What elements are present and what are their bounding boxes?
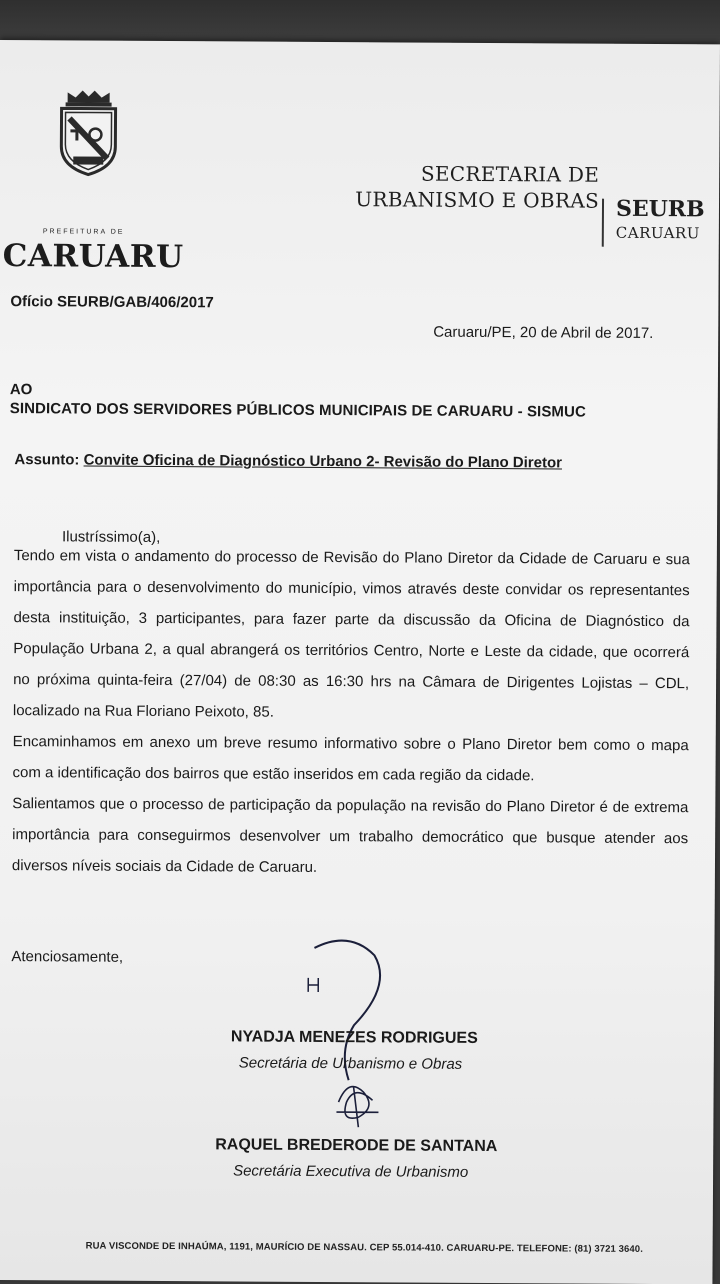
letter-page xyxy=(0,40,720,1284)
closing: Atenciosamente, xyxy=(11,948,124,966)
header-divider xyxy=(602,199,604,247)
seurb-city: CARUARU xyxy=(615,223,700,243)
signatory-2-title: Secretária Executiva de Urbanismo xyxy=(233,1162,469,1181)
city-crest-icon xyxy=(53,88,124,178)
body-paragraph-1: Tendo em vista o andamento do processo de Revisão do Plano Diretor da Cidade de Caruaru e sua importância para o desenvolvimento do município, vimos através deste convidar os representantes desta instituição, 3 participantes, para fazer parte da discussão da Oficina de Diagnóstico da População Urbana 2, a qual abrangerá os territórios Centro, Norte e Leste da cidade, que ocorrerá no próxima quinta-feira (27/04) de 08:30 as 16:30 hrs na Câmara de Dirigentes Lojistas – CDL, localizado na Rua Floriano Peixoto, 85. xyxy=(12,547,690,721)
body-paragraph-2: Encaminhamos em anexo um breve resumo informativo sobre o Plano Diretor bem como o mapa com a identificação dos bairros que estão inseridos em cada região da cidade. xyxy=(12,733,689,785)
body-paragraph-3: Salientamos que o processo de participação da população na revisão do Plano Diretor é de extrema importância para conseguirmos desenvolver um trabalho democrático que busque atender aos diversos níveis sociais da Cidade de Caruaru. xyxy=(11,795,689,876)
prefeitura-logo xyxy=(2,88,184,276)
salutation: Ilustríssimo(a), xyxy=(61,528,161,546)
letter-reference: Ofício SEURB/GAB/406/2017 xyxy=(10,293,214,312)
signature-2-icon xyxy=(328,1072,388,1132)
subject-label: Assunto: xyxy=(14,451,80,469)
logo-city-name: CARUARU xyxy=(2,238,184,276)
seurb-acronym: SEURB xyxy=(615,195,705,223)
footer-address: RUA VISCONDE DE INHAÚMA, 1191, MAURÍCIO DE NASSAU. CEP 55.014-410. CARUARU-PE. TELEFONE: (81) 3721 3640. xyxy=(85,1240,643,1255)
department-line-1: SECRETARIA DE xyxy=(420,161,600,187)
subject-text: Convite Oficina de Diagnóstico Urbano 2- Revisão do Plano Diretor xyxy=(83,451,563,472)
letter-body xyxy=(12,540,690,885)
signatory-2-name: RAQUEL BREDERODE DE SANTANA xyxy=(215,1136,498,1156)
signatory-1-title: Secretária de Urbanismo e Obras xyxy=(238,1054,463,1073)
signatory-1-name: NYADJA MENEZES RODRIGUES xyxy=(230,1028,478,1047)
to-label: AO xyxy=(9,381,33,399)
recipient: SINDICATO DOS SERVIDORES PÚBLICOS MUNICIPAIS DE CARUARU - SISMUC xyxy=(9,400,586,421)
seurb-block xyxy=(616,196,705,245)
department-line-2: URBANISMO E OBRAS xyxy=(355,187,600,213)
letter-date: Caruaru/PE, 20 de Abril de 2017. xyxy=(433,323,654,342)
subject-line xyxy=(14,451,562,471)
logo-prefix: PREFEITURA DE xyxy=(42,228,125,236)
department-name xyxy=(355,160,599,213)
